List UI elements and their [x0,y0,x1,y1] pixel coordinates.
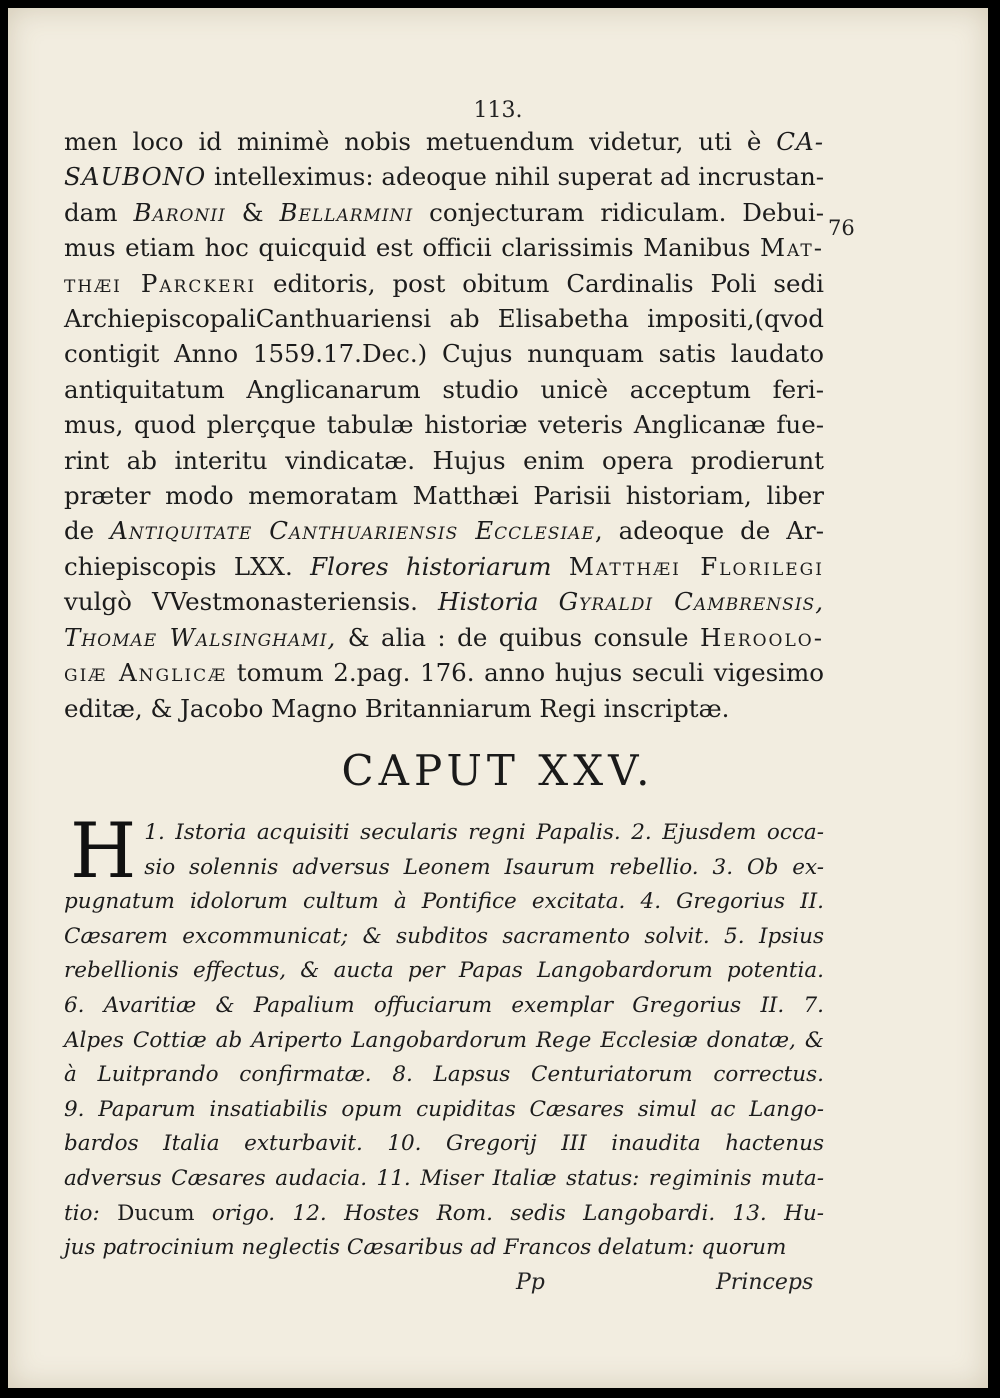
text-segment: antiquitatum Anglicanarum studio unicè acceptum feri- [64,374,824,404]
text-segment: vulgò VVestmonasteriensis. [64,587,438,617]
text-segment: Gyraldi Cambrensis, [558,587,824,617]
text-segment: Mat- [759,233,824,263]
body-line [64,549,824,584]
body-line [64,336,824,371]
text-segment: CA- [776,127,824,156]
summary-line [64,1197,824,1232]
signature-mark: Pp [516,1270,545,1295]
body-line [64,443,824,478]
text-segment: Ducum [117,1200,195,1226]
book-page [8,8,988,1388]
text-segment: & alia : de quibus consule [336,622,701,652]
text-segment: Heroolo- [700,622,825,652]
body-line [64,301,824,336]
body-line [64,124,824,159]
chapter-title: CAPUT XXV. [341,746,655,795]
text-segment: ArchiepiscopaliCanthuariensi ab Elisabetha impositi,(qvod [64,304,824,334]
body-line [64,407,824,442]
text-segment: Antiquitate Canthuariensis Ecclesiae [110,516,595,546]
summary-line: sio solennis adversus Leonem Isaurum rebellio. 3. Ob ex- [144,854,824,880]
text-segment: & [225,197,280,227]
summary-line: bardos Italia exturbavit. 10. Gregorij III inaudita hactenus [64,1131,824,1157]
body-line [64,655,824,690]
summary-line: adversus Cæsares audacia. 11. Miser Italiæ status: regiminis muta- [64,1165,824,1191]
body-line [64,584,824,619]
text-segment: Historia [437,587,539,617]
text-segment [552,552,569,581]
text-segment: intelleximus: adeoque nihil superat ad incrustan- [206,162,825,192]
text-segment: contigit Anno 1559.17.Dec.) Cujus nunquam satis laudato [64,339,824,369]
text-segment: Baronii [133,197,226,227]
catchword: Princeps [716,1270,814,1295]
body-line [64,159,824,194]
text-segment: conjecturam ridiculam. Debui- [413,197,825,227]
text-segment: Flores historiarum [310,551,552,581]
summary-line: 6. Avaritiæ & Papalium offuciarum exemplar Gregorius II. 7. [64,992,824,1018]
text-segment: tio: [64,1200,118,1226]
summary-line: Alpes Cottiæ ab Ariperto Langobardorum Rege Ecclesiæ donatæ, & [64,1027,824,1053]
page-number: 113. [473,98,523,123]
text-segment: thæi Parckeri [64,268,257,298]
text-segment: Matthæi Florilegi [568,551,824,581]
text-segment: , adeoque de Ar- [594,516,824,546]
summary-line: rebellionis effectus, & aucta per Papas Langobardorum potentia. [64,958,824,984]
text-segment: præter modo memoratam Matthæi Parisii historiam, liber [64,481,824,511]
summary-line: jus patrocinium neglectis Cæsaribus ad Francos delatum: quorum [64,1235,787,1261]
chapter-summary [64,806,824,1266]
text-segment: mus etiam hoc quicquid est officii clarissimis Manibus [64,233,760,263]
text-segment: editæ, & Jacobo Magno Britanniarum Regi inscriptæ. [64,693,730,723]
text-segment: de [64,516,111,546]
body-text [64,124,824,726]
body-line [64,620,824,655]
text-segment: rint ab interitu vindicatæ. Hujus enim opera prodierunt [64,445,824,475]
summary-line: 1. Istoria acquisiti secularis regni Papalis. 2. Ejusdem occa- [144,820,824,845]
body-line [64,691,824,726]
summary-line: à Luitprando confirmatæ. 8. Lapsus Centuriatorum correctus. [64,1062,824,1088]
body-line [64,266,824,301]
text-segment: men loco id minimè nobis metuendum videtur, uti è [64,127,777,156]
text-segment: giæ Anglicæ [64,658,228,688]
summary-line: pugnatum idolorum cultum à Pontifice excitata. 4. Gregorius II. [64,889,824,915]
text-segment [539,587,559,616]
text-segment: chiepiscopis LXX. [64,551,311,581]
text-segment: Thomae Walsinghami, [64,622,337,652]
text-segment: mus, quod plerçque tabulæ historiæ veteris Anglicanæ fue- [64,410,824,440]
text-segment: SAUBONO [64,162,207,192]
text-segment: dam [64,197,134,227]
text-segment: origo. 12. Hostes Rom. sedis Langobardi. 13. Hu- [194,1200,824,1226]
body-line [64,478,824,513]
drop-cap: H [70,806,137,895]
body-line [64,513,824,548]
summary-line: 9. Paparum insatiabilis opum cupiditas Cæsares simul ac Lango- [64,1096,824,1122]
body-line [64,195,824,230]
text-segment: editoris, post obitum Cardinalis Poli sedi [256,268,824,298]
margin-note: 76 [828,216,855,240]
body-line [64,230,824,265]
summary-line: Cæsarem excommunicat; & subditos sacramento solvit. 5. Ipsius [64,923,824,949]
text-segment: tomum 2.pag. 176. anno hujus seculi vigesimo [227,658,824,688]
text-segment: Bellarmini [279,197,414,227]
body-line [64,372,824,407]
